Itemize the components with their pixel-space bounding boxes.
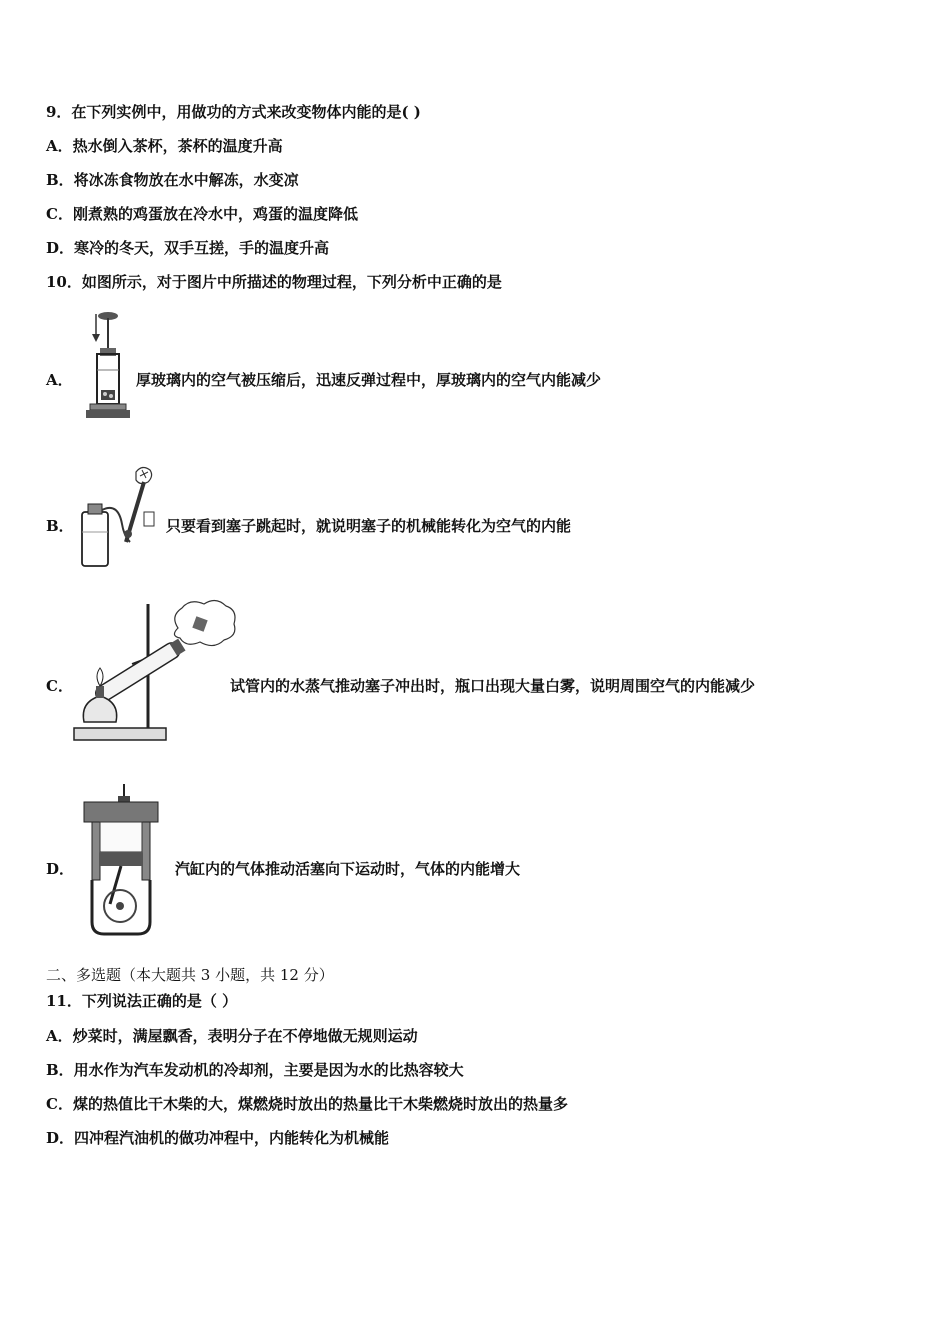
q11-option-b: B．用水作为汽车发动机的冷却剂，主要是因为水的比热容较大	[46, 1061, 464, 1079]
q10-option-d-label: D．	[46, 860, 75, 878]
q11-stem: 11．下列说法正确的是（ ）	[46, 992, 238, 1010]
compressed-air-apparatus-figure	[84, 310, 134, 422]
engine-cylinder-figure	[80, 782, 162, 936]
q9-stem: 9．在下列实例中，用做功的方式来改变物体内能的是( )	[46, 103, 421, 121]
q10-stem: 10．如图所示，对于图片中所描述的物理过程，下列分析中正确的是	[46, 273, 502, 291]
q9-option-b: B．将冰冻食物放在水中解冻，水变凉	[46, 171, 299, 189]
q11-option-c: C．煤的热值比干木柴的大，煤燃烧时放出的热量比干木柴燃烧时放出的热量多	[46, 1095, 568, 1113]
q10-option-a-text: 厚玻璃内的空气被压缩后，迅速反弹过程中，厚玻璃内的空气内能减少	[136, 371, 602, 389]
q11-option-d: D．四冲程汽油机的做功冲程中，内能转化为机械能	[46, 1129, 390, 1147]
q9-option-c: C．刚煮熟的鸡蛋放在冷水中，鸡蛋的温度降低	[46, 205, 358, 223]
q10-option-c-text: 试管内的水蒸气推动塞子冲出时，瓶口出现大量白雾，说明周围空气的内能减少	[230, 677, 756, 695]
test-tube-steam-figure	[72, 598, 240, 744]
q9-option-d: D．寒冷的冬天，双手互搓，手的温度升高	[46, 239, 330, 257]
q10-option-c-label: C．	[46, 677, 73, 695]
q10-option-b-text: 只要看到塞子跳起时，就说明塞子的机械能转化为空气的内能	[166, 517, 572, 535]
section-heading: 二、多选题（本大题共 3 小题，共 12 分）	[46, 966, 334, 984]
q9-option-a: A．热水倒入茶杯，茶杯的温度升高	[46, 137, 283, 155]
q10-option-a-label: A．	[46, 371, 73, 389]
q10-option-d-text: 汽缸内的气体推动活塞向下运动时，气体的内能增大	[175, 860, 521, 878]
q10-option-b-label: B．	[46, 517, 74, 535]
q11-option-a: A．炒菜时，满屋飘香，表明分子在不停地做无规则运动	[46, 1027, 418, 1045]
bottle-pump-figure	[78, 462, 160, 570]
